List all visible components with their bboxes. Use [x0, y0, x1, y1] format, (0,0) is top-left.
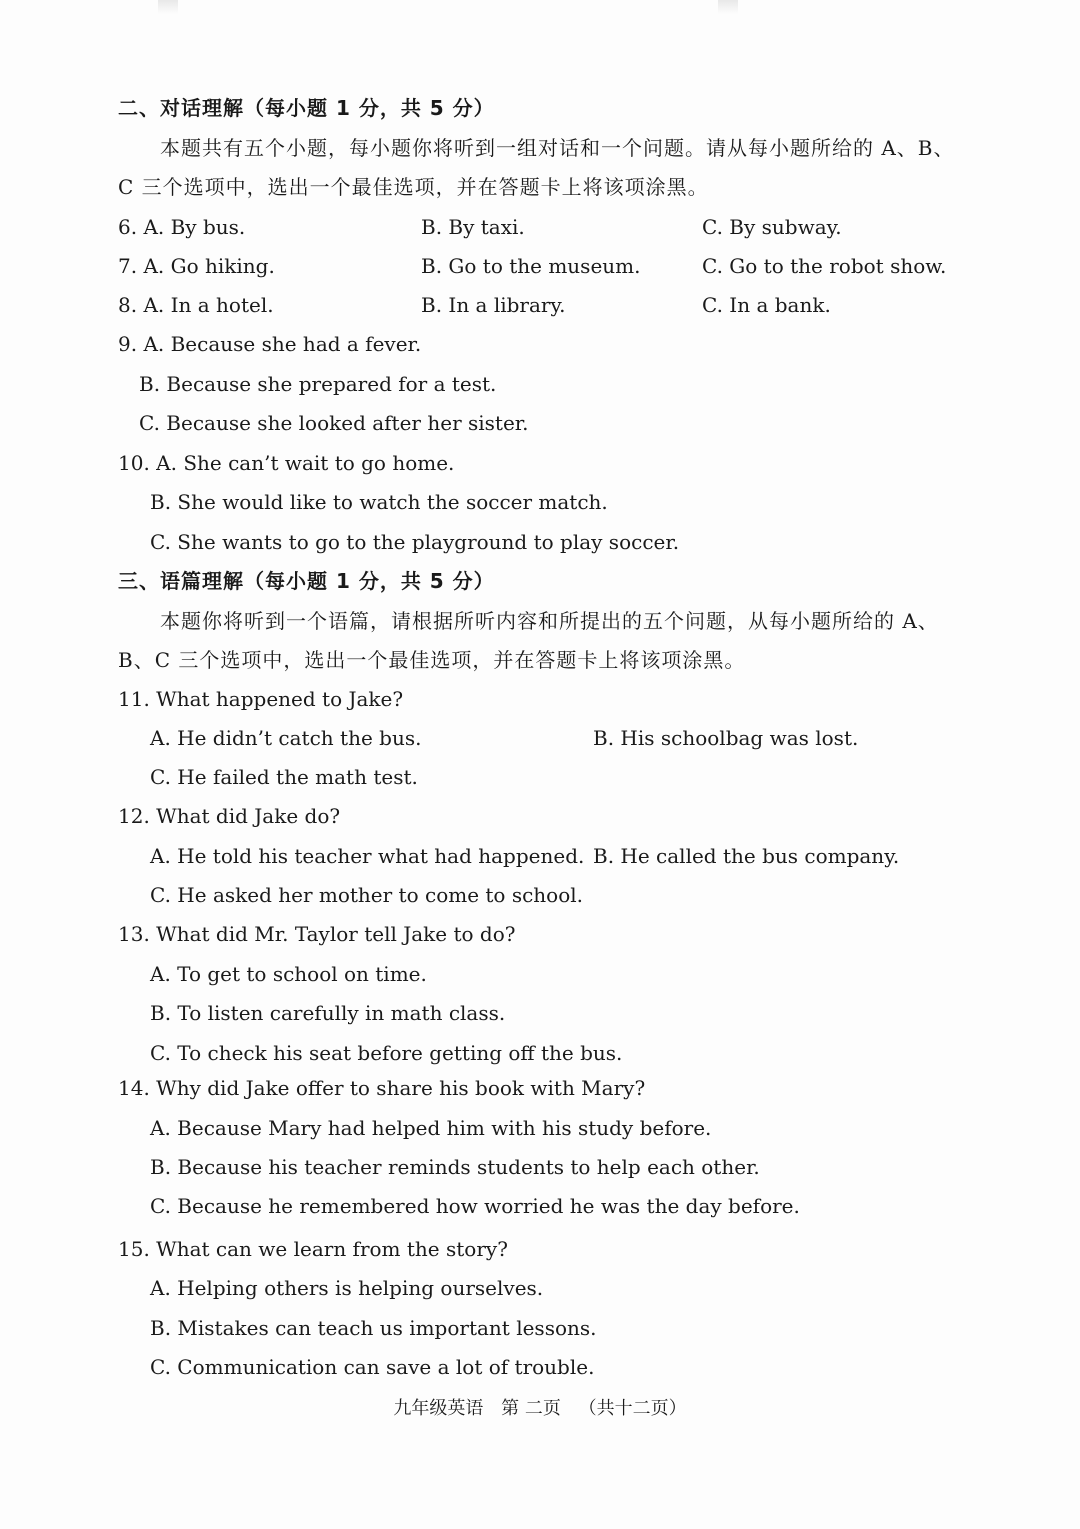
- q10-option-b: B. She would like to watch the soccer match.: [150, 490, 608, 514]
- q6-option-a: 6. A. By bus.: [118, 215, 246, 239]
- q8-option-b: B. In a library.: [421, 293, 566, 317]
- q9-option-a: 9. A. Because she had a fever.: [118, 332, 422, 356]
- section-3-heading: 三、语篇理解（每小题 1 分，共 5 分）: [118, 569, 495, 593]
- q14-option-b: B. Because his teacher reminds students to help each other.: [150, 1155, 760, 1179]
- q11-option-a: A. He didn’t catch the bus.: [150, 726, 422, 750]
- q6-option-b: B. By taxi.: [421, 215, 525, 239]
- q13-option-a: A. To get to school on time.: [150, 962, 427, 986]
- q12-option-a: A. He told his teacher what had happened.: [150, 844, 585, 868]
- q12-question: 12. What did Jake do?: [118, 804, 341, 828]
- q9-option-b: B. Because she prepared for a test.: [139, 372, 497, 396]
- section-3-instruction-line-2: B、C 三个选项中，选出一个最佳选项，并在答题卡上将该项涂黑。: [118, 648, 746, 672]
- q12-option-b: B. He called the bus company.: [593, 844, 900, 868]
- q11-question: 11. What happened to Jake?: [118, 687, 404, 711]
- section-2-instruction-line-1: 本题共有五个小题，每小题你将听到一组对话和一个问题。请从每小题所给的 A、B、: [160, 136, 955, 160]
- q15-option-b: B. Mistakes can teach us important lessons.: [150, 1316, 597, 1340]
- q6-option-c: C. By subway.: [702, 215, 842, 239]
- q13-option-b: B. To listen carefully in math class.: [150, 1001, 506, 1025]
- section-3-instruction-line-1: 本题你将听到一个语篇，请根据所听内容和所提出的五个问题，从每小题所给的 A、: [160, 609, 939, 633]
- q10-option-a: 10. A. She can’t wait to go home.: [118, 451, 455, 475]
- q7-option-b: B. Go to the museum.: [421, 254, 641, 278]
- q15-option-c: C. Communication can save a lot of trouble.: [150, 1355, 595, 1379]
- q15-question: 15. What can we learn from the story?: [118, 1237, 508, 1261]
- footer-subject: 九年级英语: [393, 1398, 484, 1419]
- q15-option-a: A. Helping others is helping ourselves.: [150, 1276, 544, 1300]
- q11-option-c: C. He failed the math test.: [150, 765, 418, 789]
- footer-total-pages: （共十二页）: [578, 1398, 687, 1419]
- q10-option-c: C. She wants to go to the playground to play soccer.: [150, 530, 680, 554]
- q11-option-b: B. His schoolbag was lost.: [593, 726, 859, 750]
- q13-option-c: C. To check his seat before getting off the bus.: [150, 1041, 623, 1065]
- scan-mark: [158, 0, 178, 14]
- section-2-heading: 二、对话理解（每小题 1 分，共 5 分）: [118, 96, 495, 120]
- section-2-instruction-line-2: C 三个选项中，选出一个最佳选项，并在答题卡上将该项涂黑。: [118, 175, 709, 199]
- q8-option-c: C. In a bank.: [702, 293, 831, 317]
- scan-mark: [718, 0, 738, 14]
- page-footer: [0, 1397, 1080, 1421]
- q14-question: 14. Why did Jake offer to share his book with Mary?: [118, 1076, 646, 1100]
- q9-option-c: C. Because she looked after her sister.: [139, 411, 529, 435]
- q14-option-c: C. Because he remembered how worried he was the day before.: [150, 1194, 800, 1218]
- q8-option-a: 8. A. In a hotel.: [118, 293, 274, 317]
- q12-option-c: C. He asked her mother to come to school.: [150, 883, 584, 907]
- q7-option-a: 7. A. Go hiking.: [118, 254, 275, 278]
- q13-question: 13. What did Mr. Taylor tell Jake to do?: [118, 922, 516, 946]
- footer-page-number: 第 二页: [501, 1398, 561, 1419]
- q14-option-a: A. Because Mary had helped him with his study before.: [150, 1116, 712, 1140]
- q7-option-c: C. Go to the robot show.: [702, 254, 947, 278]
